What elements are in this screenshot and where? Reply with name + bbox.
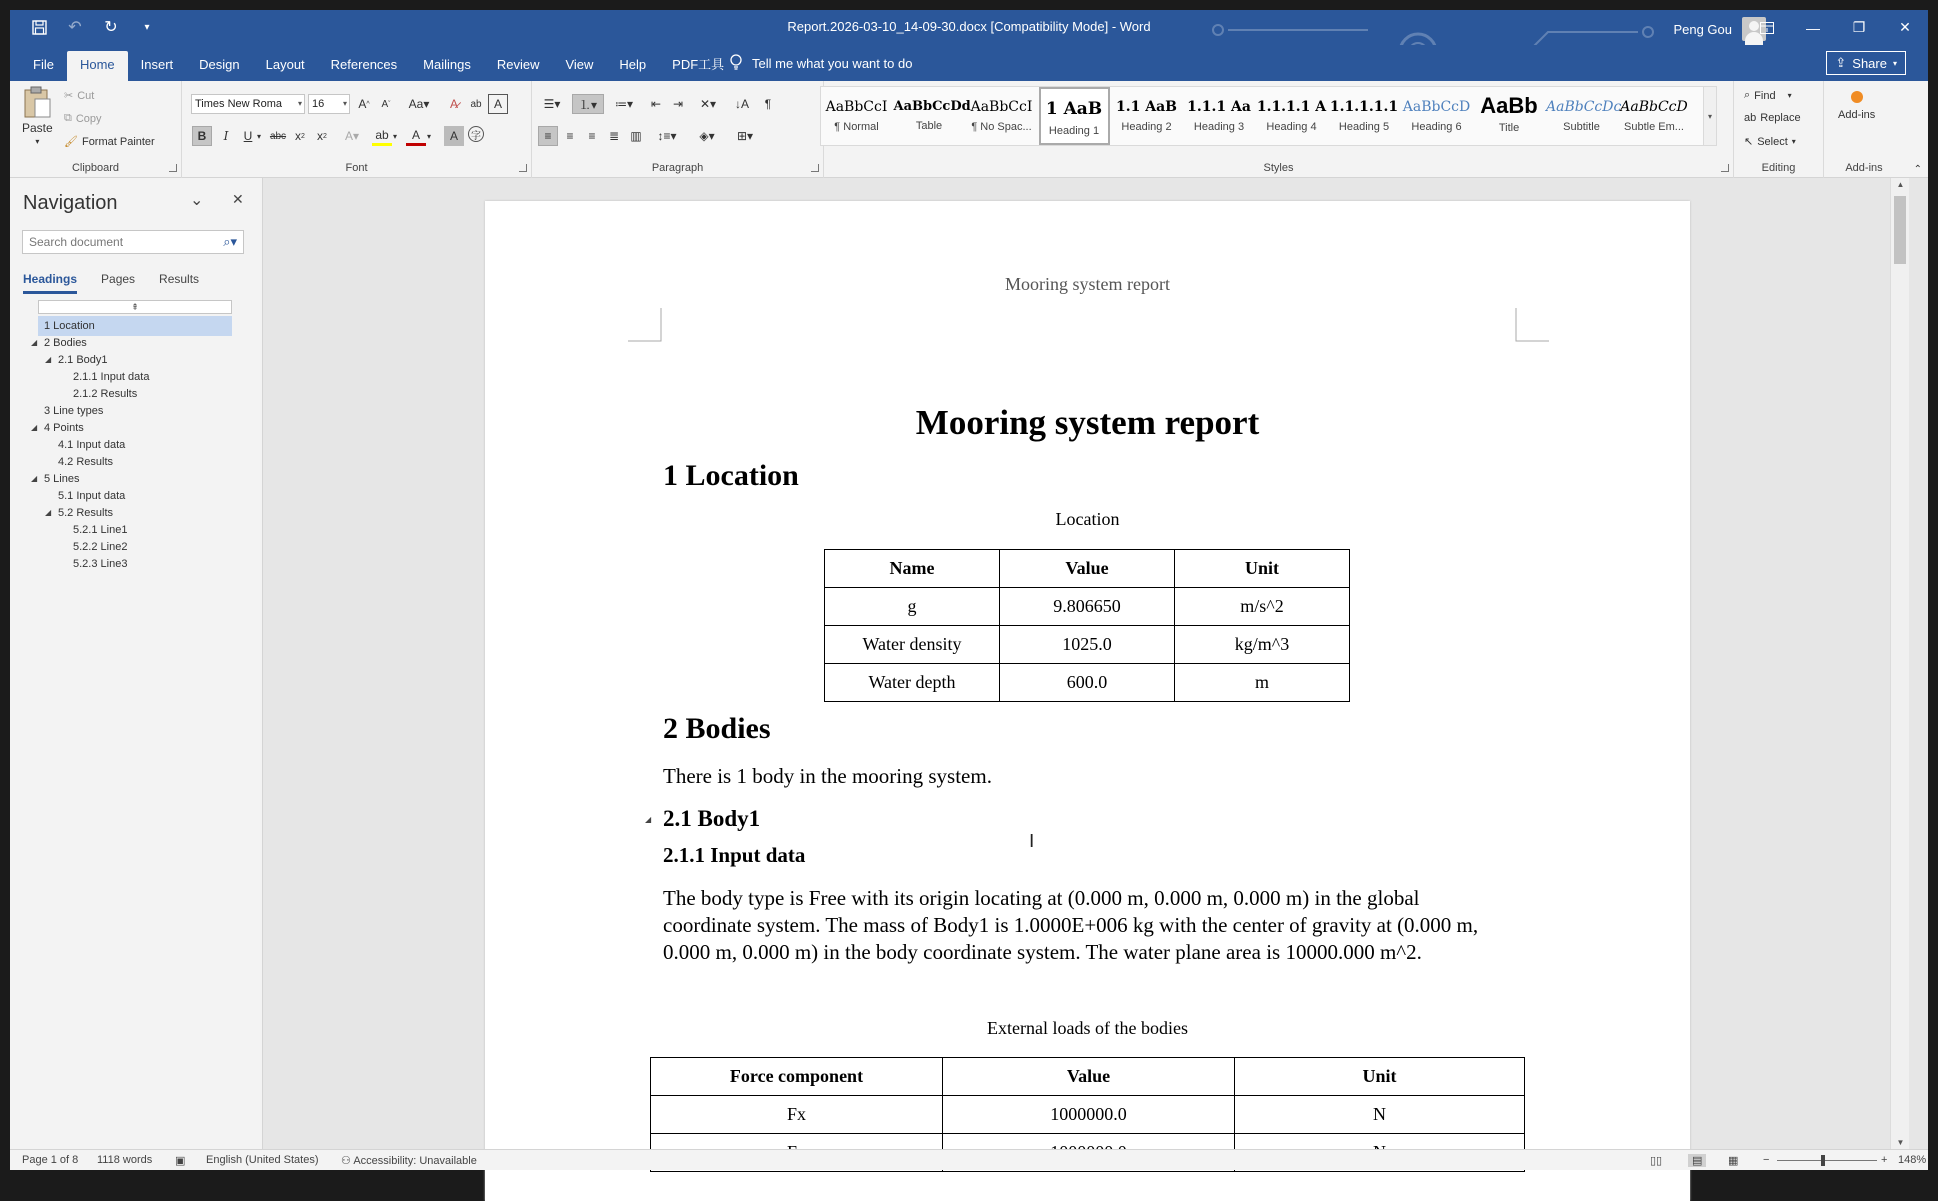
style-name: Heading 4 [1266, 121, 1317, 133]
style-sample: AaBbCcDc [1546, 99, 1622, 115]
chevron-down-icon[interactable]: ▾ [256, 131, 261, 141]
replace-icon: ab [1744, 112, 1757, 124]
tab-pages[interactable]: Pages [101, 272, 136, 286]
change-case-icon[interactable]: Aa▾ [408, 97, 430, 111]
replace-label: Replace [1760, 112, 1801, 124]
style-normal[interactable] [821, 87, 892, 145]
user-name: Peng Gou [1673, 21, 1732, 37]
copy-button[interactable] [64, 112, 102, 125]
table-header-cell: Value [1000, 550, 1175, 588]
chevron-down-icon: ▾ [1791, 137, 1796, 146]
style-sample: 1 AaB [1045, 99, 1103, 119]
scroll-up-icon[interactable]: ▲ [1896, 180, 1905, 189]
addins-icon [1851, 91, 1863, 103]
style-name: Subtitle [1563, 121, 1600, 133]
addins-button[interactable] [1838, 85, 1875, 121]
tell-me-box[interactable] [730, 54, 912, 73]
close-icon[interactable]: ✕ [232, 191, 244, 207]
title-bar [10, 10, 1928, 45]
font-group [182, 81, 532, 178]
table-row [825, 588, 1350, 626]
strikethrough-button[interactable]: abc [269, 130, 287, 142]
asian-layout-icon[interactable]: ✕▾ [699, 97, 717, 111]
accessibility-status[interactable] [341, 1154, 477, 1167]
cut-label: Cut [77, 89, 95, 102]
scissors-icon: ✂ [64, 90, 74, 102]
nav-heading-item[interactable]: 5.1 Input data [58, 490, 126, 502]
table-cell: Fx [651, 1096, 943, 1134]
paste-icon [22, 85, 52, 119]
styles-gallery [820, 86, 1715, 146]
shading-icon[interactable]: ◈▾ [699, 129, 715, 143]
collapse-heading-icon[interactable]: ◢ [645, 815, 652, 824]
customize-qat-icon[interactable]: ▾ [144, 21, 150, 33]
accessibility-label: Accessibility: Unavailable [353, 1155, 477, 1167]
style-sample: AaBbCcI [970, 99, 1033, 115]
style-name: ¶ No Spac... [971, 121, 1032, 133]
chevron-down-icon: ▾ [1892, 58, 1897, 68]
ribbon-tabs [20, 45, 737, 81]
replace-button[interactable] [1744, 112, 1801, 124]
nav-heading-item[interactable]: 2 Bodies [44, 337, 87, 349]
zoom-level[interactable]: 148% [1898, 1154, 1927, 1166]
italic-button[interactable]: I [223, 129, 229, 143]
clipboard-group [10, 81, 182, 178]
style-subtitle[interactable] [1546, 87, 1622, 145]
table-cell: g [825, 588, 1000, 626]
word-window [10, 10, 1928, 1170]
clear-formatting-icon[interactable]: A̷ [449, 97, 458, 111]
paragraph-launcher-icon[interactable] [811, 164, 819, 172]
nav-heading-item[interactable]: 5.2.3 Line3 [73, 558, 128, 570]
tab-references[interactable]: References [330, 57, 398, 72]
style-sample: AaBbCcDd [893, 99, 971, 114]
font-family-select[interactable] [191, 94, 305, 114]
style-name: ¶ Normal [834, 121, 879, 133]
addins-label: Add-ins [1838, 109, 1876, 121]
font-size-value: 16 [312, 98, 325, 110]
nav-heading-item[interactable]: 2.1 Body1 [58, 354, 108, 366]
location-table-caption: Location [1055, 509, 1120, 529]
style-sample: AaBb [1480, 93, 1538, 118]
align-left-icon[interactable]: ≡ [538, 126, 558, 146]
navigation-tabs [23, 272, 199, 294]
heading-bodies: 2 Bodies [663, 712, 771, 745]
table-cell: N [1235, 1096, 1525, 1134]
superscript-button[interactable]: x 2 [317, 129, 327, 143]
share-label: Share [1852, 55, 1887, 71]
nav-heading-item[interactable]: 2.1.2 Results [73, 388, 138, 400]
copy-label: Copy [75, 112, 102, 125]
page-header: Mooring system report [1005, 274, 1170, 294]
style-name: Heading 6 [1411, 121, 1462, 133]
tab-review[interactable]: Review [496, 57, 540, 72]
font-family-value: Times New Roma [195, 98, 282, 110]
align-center-icon[interactable]: ≡ [566, 129, 574, 143]
subscript-button[interactable]: x 2 [295, 129, 305, 143]
document-page[interactable] [485, 201, 1690, 1201]
enclose-characters-icon[interactable]: 字 [468, 126, 484, 142]
word-count[interactable]: 1118 words [97, 1154, 153, 1166]
font-size-select[interactable] [308, 94, 350, 114]
document-title: Report.2026-03-10_14-09-30.docx [Compatibility Mode] - Word [787, 19, 1151, 34]
editing-group [1734, 81, 1824, 178]
underline-button[interactable]: U [243, 129, 253, 143]
find-label: Find [1754, 89, 1776, 102]
scrollbar-thumb[interactable] [1894, 196, 1906, 264]
bullets-icon[interactable]: ☰▾ [543, 97, 561, 111]
heading-body1: 2.1 Body1 [663, 806, 761, 831]
table-cell: kg/m^3 [1175, 626, 1350, 664]
zoom-slider[interactable] [1777, 1160, 1877, 1161]
line-spacing-icon[interactable]: ↕≡▾ [657, 129, 677, 143]
multilevel-list-icon[interactable]: ≔▾ [614, 97, 634, 111]
grow-font-icon[interactable]: A ^ [358, 97, 370, 111]
chevron-down-icon: ▾ [342, 99, 347, 108]
nav-heading-item[interactable]: 4.1 Input data [58, 439, 126, 451]
clipboard-group-label: Clipboard [71, 162, 120, 174]
borders-icon[interactable]: ⊞▾ [736, 129, 754, 143]
table-cell: m/s^2 [1175, 588, 1350, 626]
styles-group-label: Styles [1263, 162, 1294, 174]
table-header-cell: Unit [1175, 550, 1350, 588]
window-controls [1744, 10, 1928, 45]
nav-heading-item[interactable]: 3 Line types [44, 405, 104, 417]
show-formatting-marks-icon[interactable]: ¶ [764, 97, 772, 111]
style-subtle-em[interactable] [1619, 87, 1690, 145]
proofing-icon[interactable]: ▣ [175, 1155, 186, 1167]
style-sample: 1.1.1.1 A [1256, 99, 1327, 115]
table-header-cell: Unit [1235, 1058, 1525, 1096]
share-icon: ⇪ [1835, 55, 1847, 70]
menu-bar [10, 45, 1928, 81]
shrink-font-icon[interactable]: A ˇ [381, 98, 391, 110]
addins-group-label: Add-ins [1845, 162, 1883, 174]
text-effects-icon[interactable]: A▾ [344, 129, 360, 143]
search-input[interactable] [22, 230, 244, 254]
search-placeholder: Search document [29, 235, 124, 249]
style-name: Heading 3 [1193, 121, 1245, 133]
undo-icon[interactable]: ↶ [68, 19, 82, 36]
table-cell: 1000000.0 [943, 1096, 1235, 1134]
status-bar [10, 1149, 1928, 1170]
document-area[interactable] [264, 178, 1909, 1149]
format-painter-label: Format Painter [81, 135, 155, 148]
heading-location: 1 Location [663, 459, 799, 492]
addins-group [1824, 81, 1904, 178]
navigation-title: Navigation [23, 192, 118, 214]
navigation-pane [10, 178, 263, 1149]
nav-heading-item[interactable]: 5.2.2 Line2 [73, 541, 128, 553]
style-heading-6[interactable] [1401, 87, 1472, 145]
crop-mark-right [1515, 308, 1549, 342]
tab-mailings[interactable]: Mailings [423, 57, 471, 72]
expand-toggle-icon[interactable]: ◢ [45, 508, 52, 517]
redo-icon[interactable]: ↻ [104, 19, 118, 36]
style-heading-3[interactable] [1184, 87, 1255, 145]
chevron-down-icon[interactable]: ⌄ [190, 192, 204, 209]
zoom-in-icon[interactable]: + [1881, 1154, 1888, 1166]
page-count[interactable]: Page 1 of 8 [22, 1154, 79, 1166]
character-border-icon[interactable]: A [488, 94, 508, 114]
search-icon: ⌕ [1744, 89, 1751, 101]
style-sample: 1.1 AaB [1116, 99, 1177, 115]
scroll-down-icon[interactable]: ▼ [1896, 1138, 1905, 1147]
expand-toggle-icon[interactable]: ◢ [31, 338, 38, 347]
style-sample: 1.1.1 Aa [1187, 99, 1251, 115]
table-cell: 600.0 [1000, 664, 1175, 702]
tab-help[interactable]: Help [619, 57, 647, 72]
vertical-scrollbar[interactable] [1890, 178, 1909, 1149]
document-title-heading: Mooring system report [915, 403, 1260, 442]
print-layout-icon[interactable]: ▤ [1688, 1154, 1706, 1167]
phonetic-guide-icon[interactable]: ab [470, 98, 482, 110]
loads-table-caption: External loads of the bodies [987, 1018, 1188, 1038]
location-table [824, 549, 1350, 702]
font-color-icon[interactable]: A [406, 126, 426, 146]
bodies-paragraph: There is 1 body in the mooring system. [663, 764, 992, 788]
lightbulb-icon [730, 54, 742, 73]
chevron-down-icon: ▾ [1787, 91, 1792, 100]
style-heading-2[interactable] [1111, 87, 1182, 145]
style-sample: 1.1.1.1.1 [1329, 99, 1399, 115]
table-cell: 9.806650 [1000, 588, 1175, 626]
table-header-cell: Force component [651, 1058, 943, 1096]
zoom-slider-thumb[interactable] [1821, 1155, 1825, 1166]
chevron-down-icon[interactable]: ▾ [426, 131, 431, 141]
read-mode-icon[interactable]: ▯▯ [1650, 1155, 1663, 1167]
search-icon[interactable]: ⌕▾ [223, 234, 237, 249]
table-row [651, 1096, 1525, 1134]
tab-file[interactable]: File [33, 57, 54, 72]
cursor-select-icon: ↖ [1744, 136, 1754, 148]
body-description-paragraph: The body type is Free with its origin locating at (0.000 m, 0.000 m, 0.000 m) in the global coordinate system. The mass of Body1 is 1.0000E+006 kg with the center of gravity at (0.000 m, 0.000 m, 0.000 m) in the body coordinate system. The water plane area is 10000.000 m^2. [663, 886, 1479, 964]
styles-launcher-icon[interactable] [1721, 164, 1729, 172]
style-name: Title [1498, 122, 1520, 134]
nav-heading-item[interactable]: 1 Location [38, 316, 232, 336]
bold-button[interactable]: B [192, 126, 212, 146]
style-heading-4[interactable] [1256, 87, 1327, 145]
collapse-ribbon-icon[interactable]: ⌃ [1913, 164, 1922, 175]
language-status[interactable]: English (United States) [206, 1154, 319, 1166]
web-layout-icon[interactable]: ▦ [1728, 1155, 1739, 1167]
find-button[interactable] [1744, 89, 1792, 102]
style-title[interactable] [1474, 87, 1545, 145]
style-no-spac[interactable] [966, 87, 1037, 145]
nav-heading-item[interactable]: 5 Lines [44, 473, 80, 485]
table-row [825, 664, 1350, 702]
text-cursor-icon: I [1029, 831, 1035, 852]
expand-toggle-icon[interactable]: ◢ [31, 423, 38, 432]
sort-icon[interactable]: ↓A [734, 97, 749, 111]
chevron-down-icon: ▾ [297, 99, 302, 108]
tab-layout[interactable]: Layout [265, 57, 305, 72]
tab-headings[interactable]: Headings [23, 272, 77, 294]
highlight-color-icon[interactable]: ab [372, 126, 392, 146]
brush-icon: 🖌 [64, 136, 78, 148]
styles-more-icon[interactable]: ▾ [1703, 86, 1717, 146]
style-sample: AaBbCcD [1620, 99, 1688, 115]
crop-mark-left [628, 308, 662, 342]
style-name: Table [915, 120, 943, 132]
heading-input-data: 2.1.1 Input data [663, 843, 806, 867]
style-name: Heading 1 [1048, 125, 1100, 137]
tab-design[interactable]: Design [199, 57, 240, 72]
table-header-cell: Value [943, 1058, 1235, 1096]
minimize-icon[interactable]: — [1806, 19, 1820, 36]
ribbon-display-icon[interactable] [1744, 10, 1790, 45]
tab-insert[interactable]: Insert [140, 57, 174, 72]
style-sample: AaBbCcD [1402, 99, 1471, 115]
chevron-down-icon[interactable]: ▾ [392, 131, 397, 141]
tab-view[interactable]: View [565, 57, 594, 72]
table-cell: m [1175, 664, 1350, 702]
tab-home[interactable]: Home [67, 51, 128, 81]
style-heading-1[interactable] [1039, 87, 1110, 145]
font-launcher-icon[interactable] [519, 164, 527, 172]
style-name: Subtle Em... [1624, 121, 1684, 133]
expand-toggle-icon[interactable]: ◢ [45, 355, 52, 364]
style-sample: AaBbCcI [825, 99, 888, 115]
align-right-icon[interactable]: ≡ [588, 129, 596, 143]
zoom-out-icon[interactable]: − [1763, 1154, 1770, 1166]
table-row [825, 626, 1350, 664]
chevron-down-icon: ▾ [35, 137, 40, 146]
nav-heading-item[interactable]: 4.2 Results [58, 456, 114, 468]
table-header-row [825, 550, 1350, 588]
style-name: Heading 2 [1121, 121, 1172, 133]
style-heading-5[interactable] [1329, 87, 1400, 145]
format-painter-button[interactable] [64, 135, 155, 148]
numbering-icon[interactable]: ⒈▾ [572, 94, 604, 114]
editing-group-label: Editing [1761, 162, 1796, 174]
table-cell: Water density [825, 626, 1000, 664]
tab-results[interactable]: Results [159, 272, 200, 286]
distributed-icon[interactable]: ▥ [630, 129, 642, 143]
expand-toggle-icon[interactable]: ◢ [31, 474, 38, 483]
character-shading-icon[interactable]: A [444, 126, 464, 146]
justify-icon[interactable]: ≣ [608, 129, 620, 143]
close-icon[interactable]: ✕ [1899, 19, 1911, 35]
style-name: Heading 5 [1338, 121, 1390, 133]
nav-heading-item[interactable]: 2.1.1 Input data [73, 371, 150, 383]
ribbon [10, 81, 1928, 178]
font-group-label: Font [345, 162, 368, 174]
select-label: Select [1757, 135, 1788, 148]
table-header-cell: Name [825, 550, 1000, 588]
increase-indent-icon[interactable]: ⇥ [672, 97, 684, 111]
paste-label: Paste [22, 121, 53, 135]
nav-heading-item[interactable]: 4 Points [44, 422, 84, 434]
tell-me-label: Tell me what you want to do [752, 56, 913, 71]
nav-heading-item[interactable]: 5.2.1 Line1 [73, 524, 128, 536]
table-header-row [651, 1058, 1525, 1096]
table-cell: 1025.0 [1000, 626, 1175, 664]
collapse-all-icon[interactable]: ⇞ [38, 300, 232, 314]
style-table[interactable] [893, 87, 971, 145]
table-cell: Water depth [825, 664, 1000, 702]
select-button[interactable] [1744, 135, 1796, 148]
accessibility-icon: ⚇ [341, 1155, 351, 1167]
decrease-indent-icon[interactable]: ⇤ [650, 97, 662, 111]
paragraph-group-label: Paragraph [651, 162, 704, 174]
paragraph-group [532, 81, 824, 178]
nav-heading-item[interactable]: 5.2 Results [58, 507, 114, 519]
tab-pdf-tools[interactable]: PDF工具 [672, 57, 725, 72]
cut-button[interactable] [64, 89, 94, 102]
paste-button[interactable] [22, 85, 53, 146]
share-button[interactable] [1826, 51, 1906, 75]
copy-icon: ⧉ [64, 112, 72, 124]
clipboard-launcher-icon[interactable] [169, 164, 177, 172]
restore-icon[interactable]: ❐ [1852, 19, 1866, 35]
